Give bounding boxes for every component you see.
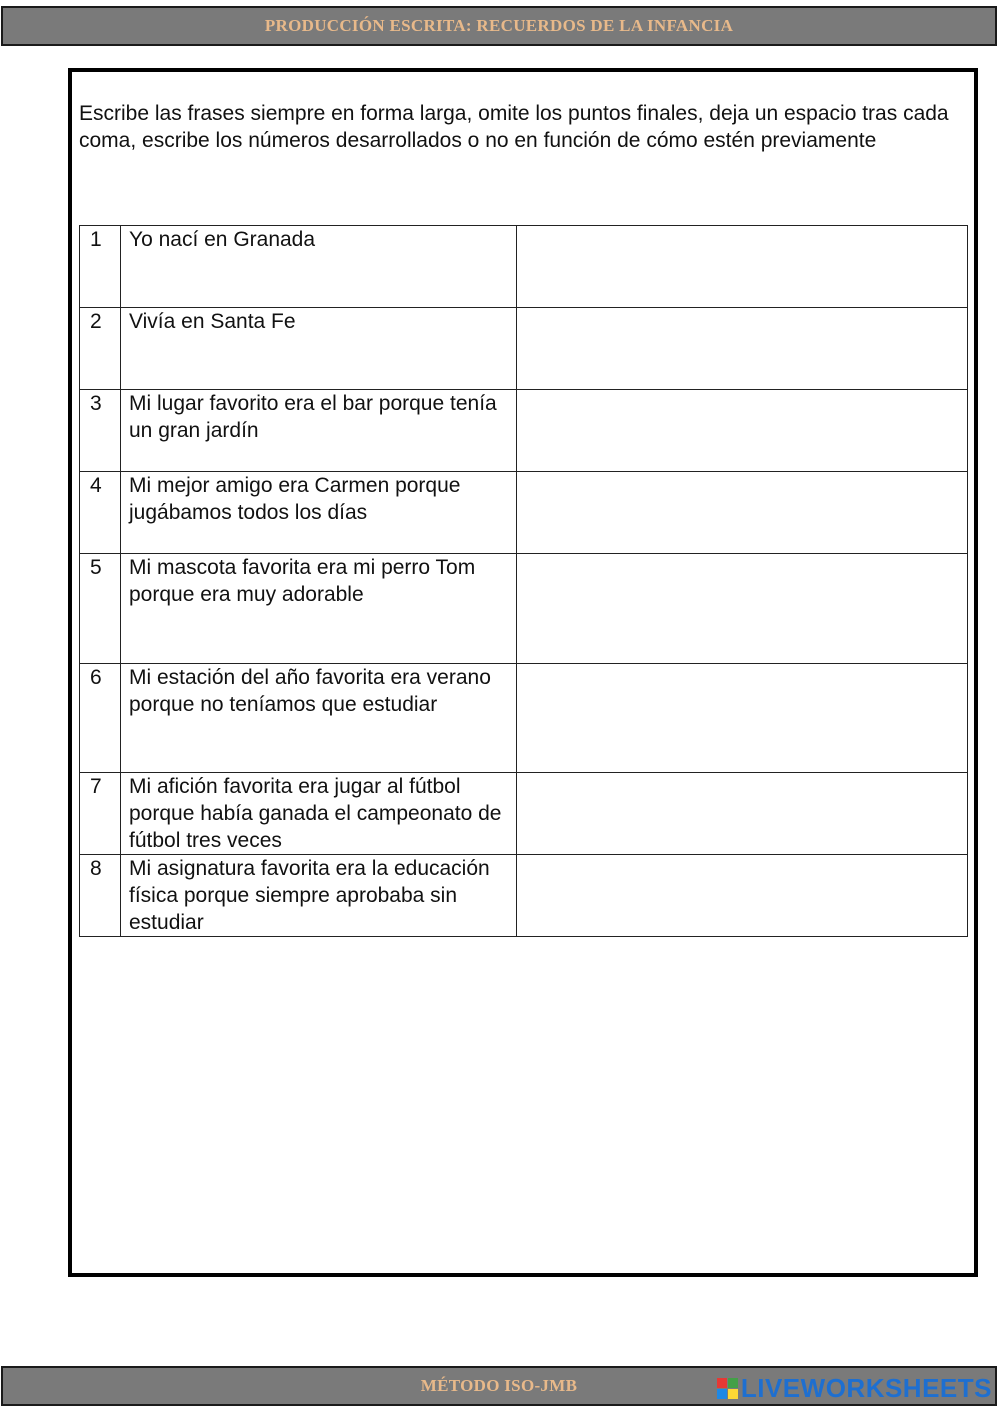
row-number: 5 bbox=[80, 554, 121, 664]
answer-cell bbox=[517, 390, 968, 472]
row-phrase: Mi estación del año favorita era verano porque no teníamos que estudiar bbox=[121, 664, 517, 773]
row-number: 7 bbox=[80, 773, 121, 855]
table-row bbox=[80, 226, 968, 308]
logo-square-i bbox=[728, 1378, 738, 1388]
row-number: 8 bbox=[80, 855, 121, 937]
table-row bbox=[80, 472, 968, 554]
header-banner bbox=[1, 6, 997, 46]
answer-input[interactable] bbox=[517, 666, 967, 690]
row-phrase: Mi asignatura favorita era la educación física porque siempre aprobaba sin estudiar bbox=[121, 855, 517, 937]
instructions-text: Escribe las frases siempre en forma larga, omite los puntos finales, deja un espacio tras cada coma, escribe los números desarrollados o no en función de cómo estén previamente bbox=[79, 102, 949, 152]
answer-cell bbox=[517, 472, 968, 554]
row-phrase: Vivía en Santa Fe bbox=[121, 308, 517, 390]
logo-square-e bbox=[728, 1389, 738, 1399]
row-phrase: Mi mejor amigo era Carmen porque jugábamos todos los días bbox=[121, 472, 517, 554]
row-number: 6 bbox=[80, 664, 121, 773]
answer-input[interactable] bbox=[517, 228, 967, 252]
worksheet-title: PRODUCCIÓN ESCRITA: RECUERDOS DE LA INFANCIA bbox=[264, 16, 734, 35]
row-number: 3 bbox=[80, 390, 121, 472]
answer-cell bbox=[517, 773, 968, 855]
answer-input[interactable] bbox=[517, 392, 967, 416]
exercise-table bbox=[79, 225, 968, 937]
answer-cell bbox=[517, 554, 968, 664]
table-row bbox=[80, 308, 968, 390]
answer-input[interactable] bbox=[517, 857, 967, 881]
liveworksheets-brand bbox=[717, 1372, 992, 1403]
answer-cell bbox=[517, 855, 968, 937]
answer-input[interactable] bbox=[517, 310, 967, 334]
brand-name: LIVEWORKSHEETS bbox=[740, 1372, 992, 1403]
row-phrase: Mi mascota favorita era mi perro Tom porque era muy adorable bbox=[121, 554, 517, 664]
table-row bbox=[80, 664, 968, 773]
liveworksheets-logo-icon bbox=[717, 1378, 738, 1399]
table-row bbox=[80, 554, 968, 664]
answer-input[interactable] bbox=[517, 556, 967, 580]
table-row bbox=[80, 773, 968, 855]
answer-input[interactable] bbox=[517, 474, 967, 498]
row-number: 2 bbox=[80, 308, 121, 390]
row-phrase: Mi afición favorita era jugar al fútbol porque había ganada el campeonato de fútbol tres veces bbox=[121, 773, 517, 855]
row-phrase: Mi lugar favorito era el bar porque tenía un gran jardín bbox=[121, 390, 517, 472]
table-row bbox=[80, 390, 968, 472]
logo-square-v bbox=[717, 1389, 727, 1399]
row-number: 4 bbox=[80, 472, 121, 554]
logo-square-l bbox=[717, 1378, 727, 1388]
answer-cell bbox=[517, 308, 968, 390]
row-phrase: Yo nací en Granada bbox=[121, 226, 517, 308]
table-row bbox=[80, 855, 968, 937]
row-number: 1 bbox=[80, 226, 121, 308]
footer-label: MÉTODO ISO-JMB bbox=[420, 1376, 578, 1395]
answer-cell bbox=[517, 664, 968, 773]
answer-input[interactable] bbox=[517, 775, 967, 799]
answer-cell bbox=[517, 226, 968, 308]
